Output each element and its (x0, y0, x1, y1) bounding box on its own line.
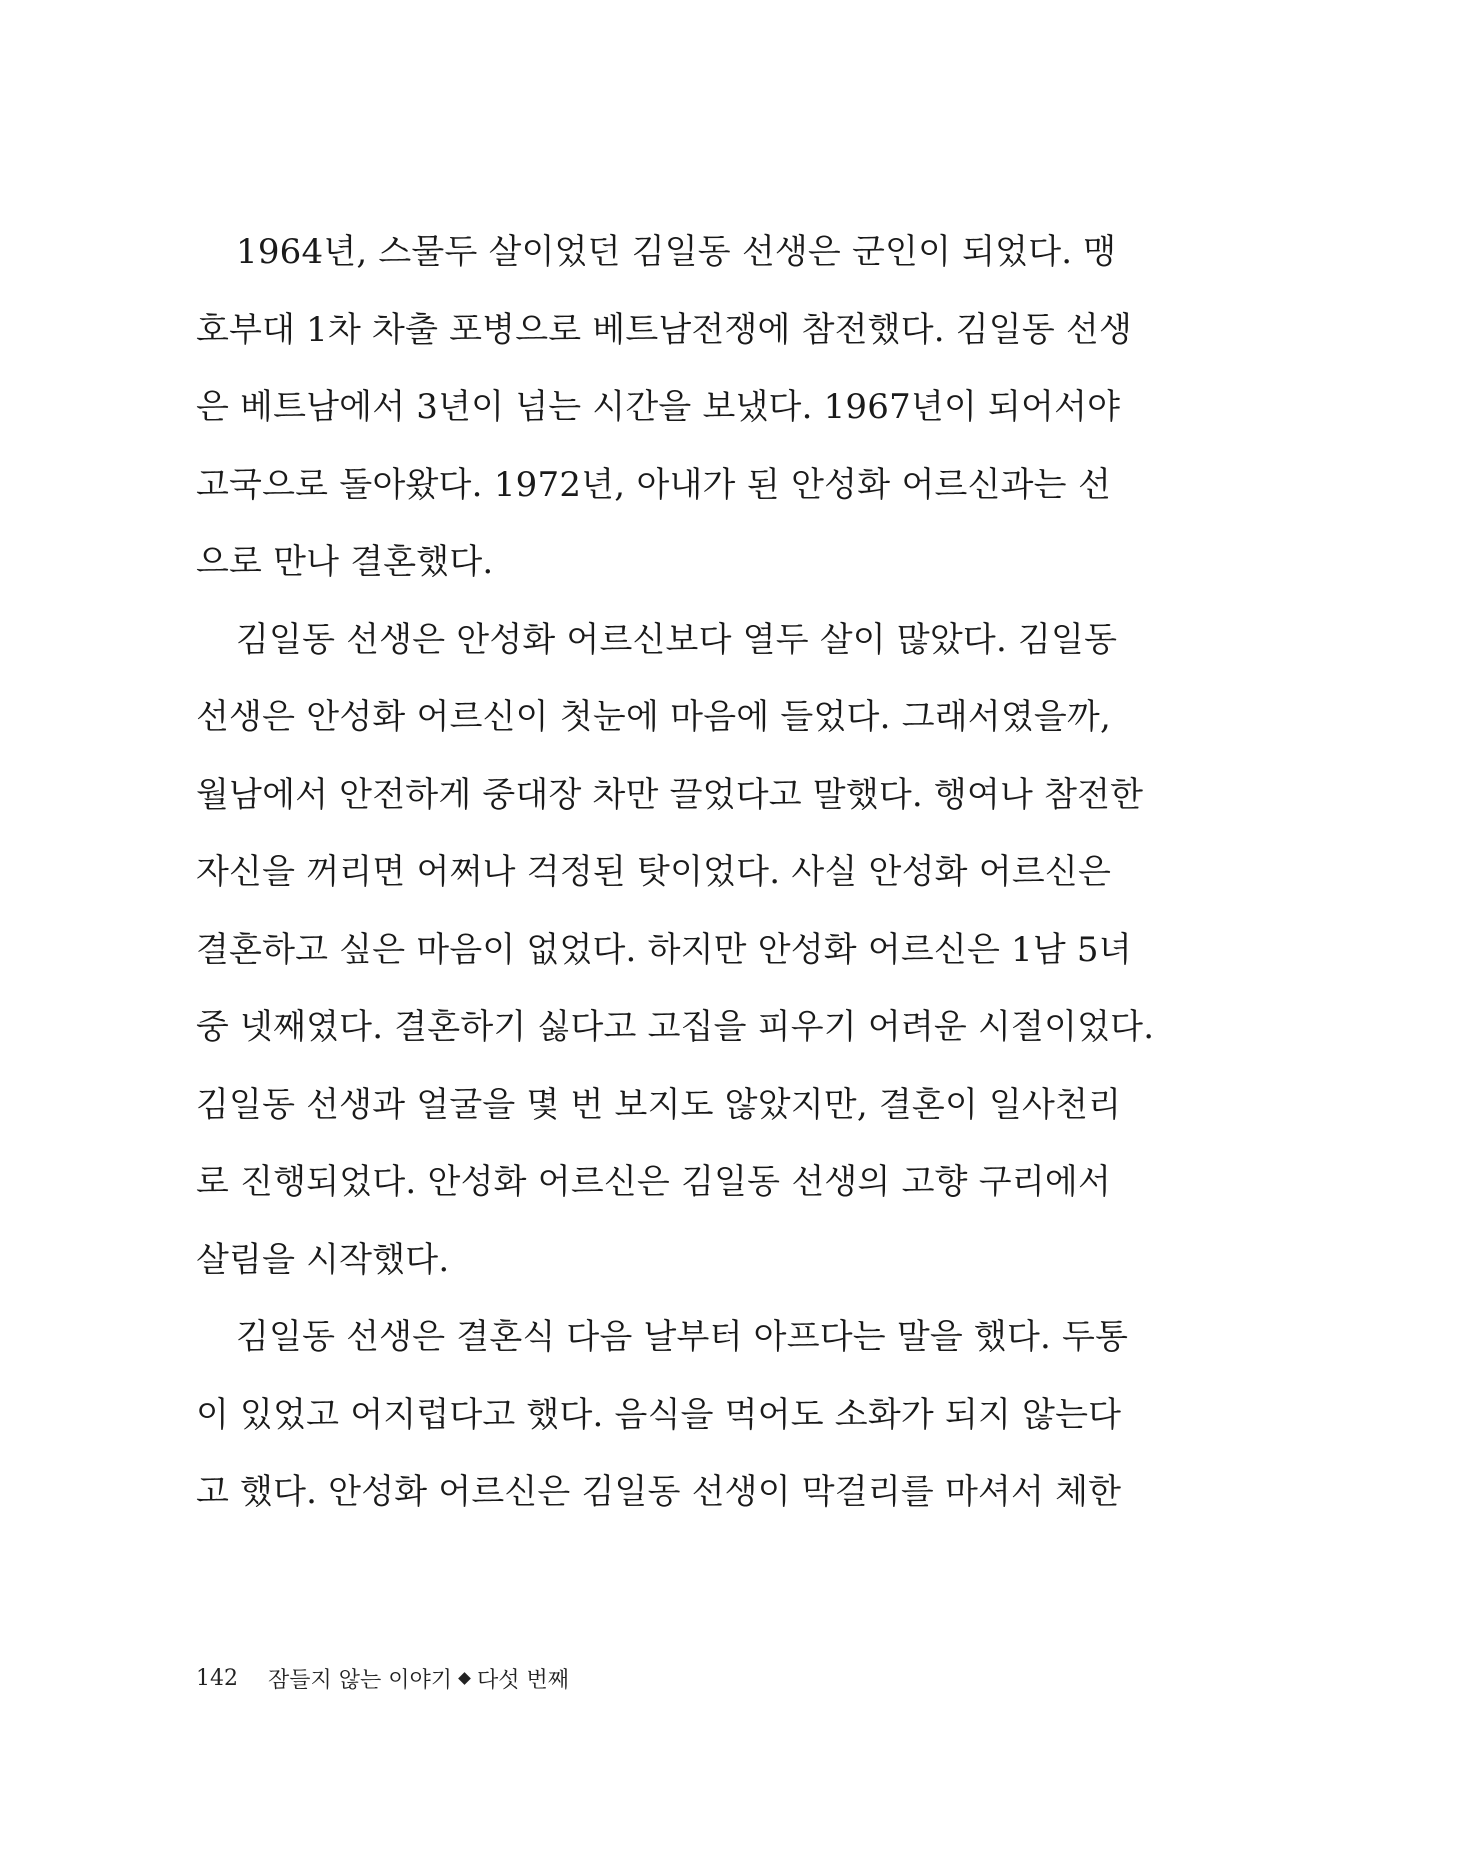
text-line: 고 했다. 안성화 어르신은 김일동 선생이 막걸리를 마셔서 체한 (196, 1472, 1122, 1512)
text-line: 월남에서 안전하게 중대장 차만 끌었다고 말했다. 행여나 참전한 (196, 774, 1144, 815)
paragraph-3 (196, 1299, 1129, 1532)
page-number: 142 (196, 1665, 238, 1691)
text-line: 살림을 시작했다. (196, 1239, 450, 1280)
text-line: 으로 만나 결혼했다. (196, 542, 494, 582)
text-line: 이 있었고 어지럽다고 했다. 음식을 먹어도 소화가 되지 않는다 (196, 1394, 1122, 1435)
text-line: 김일동 선생은 안성화 어르신보다 열두 살이 많았다. 김일동 (236, 619, 1118, 660)
text-line: 호부대 1차 차출 포병으로 베트남전쟁에 참전했다. 김일동 선생 (196, 309, 1132, 350)
text-line: 중 넷째였다. 결혼하기 싫다고 고집을 피우기 어려운 시절이었다. (196, 1007, 1155, 1047)
page-body (196, 214, 1155, 1532)
text-line: 자신을 꺼리면 어쩌나 걱정된 탓이었다. 사실 안성화 어르신은 (196, 852, 1111, 892)
book-title: 잠들지 않는 이야기 (268, 1667, 453, 1693)
page-footer (196, 1658, 569, 1698)
text-line: 고국으로 돌아왔다. 1972년, 아내가 된 안성화 어르신과는 선 (196, 464, 1111, 505)
text-line: 김일동 선생은 결혼식 다음 날부터 아프다는 말을 했다. 두통 (236, 1317, 1129, 1357)
diamond-icon (458, 1672, 471, 1685)
text-line: 선생은 안성화 어르신이 첫눈에 마음에 들었다. 그래서였을까, (196, 697, 1111, 737)
text-line: 1964년, 스물두 살이었던 김일동 선생은 군인이 되었다. 맹 (236, 232, 1117, 272)
text-line: 로 진행되었다. 안성화 어르신은 김일동 선생의 고향 구리에서 (196, 1162, 1111, 1202)
paragraph-2 (196, 602, 1155, 1300)
section-label: 다섯 번째 (477, 1667, 570, 1693)
text-line: 김일동 선생과 얼굴을 몇 번 보지도 않았지만, 결혼이 일사천리 (196, 1084, 1122, 1125)
text-line: 은 베트남에서 3년이 넘는 시간을 보냈다. 1967년이 되어서야 (196, 387, 1121, 427)
paragraph-1 (196, 214, 1132, 602)
text-line: 결혼하고 싶은 마음이 없었다. 하지만 안성화 어르신은 1남 5녀 (196, 929, 1132, 970)
